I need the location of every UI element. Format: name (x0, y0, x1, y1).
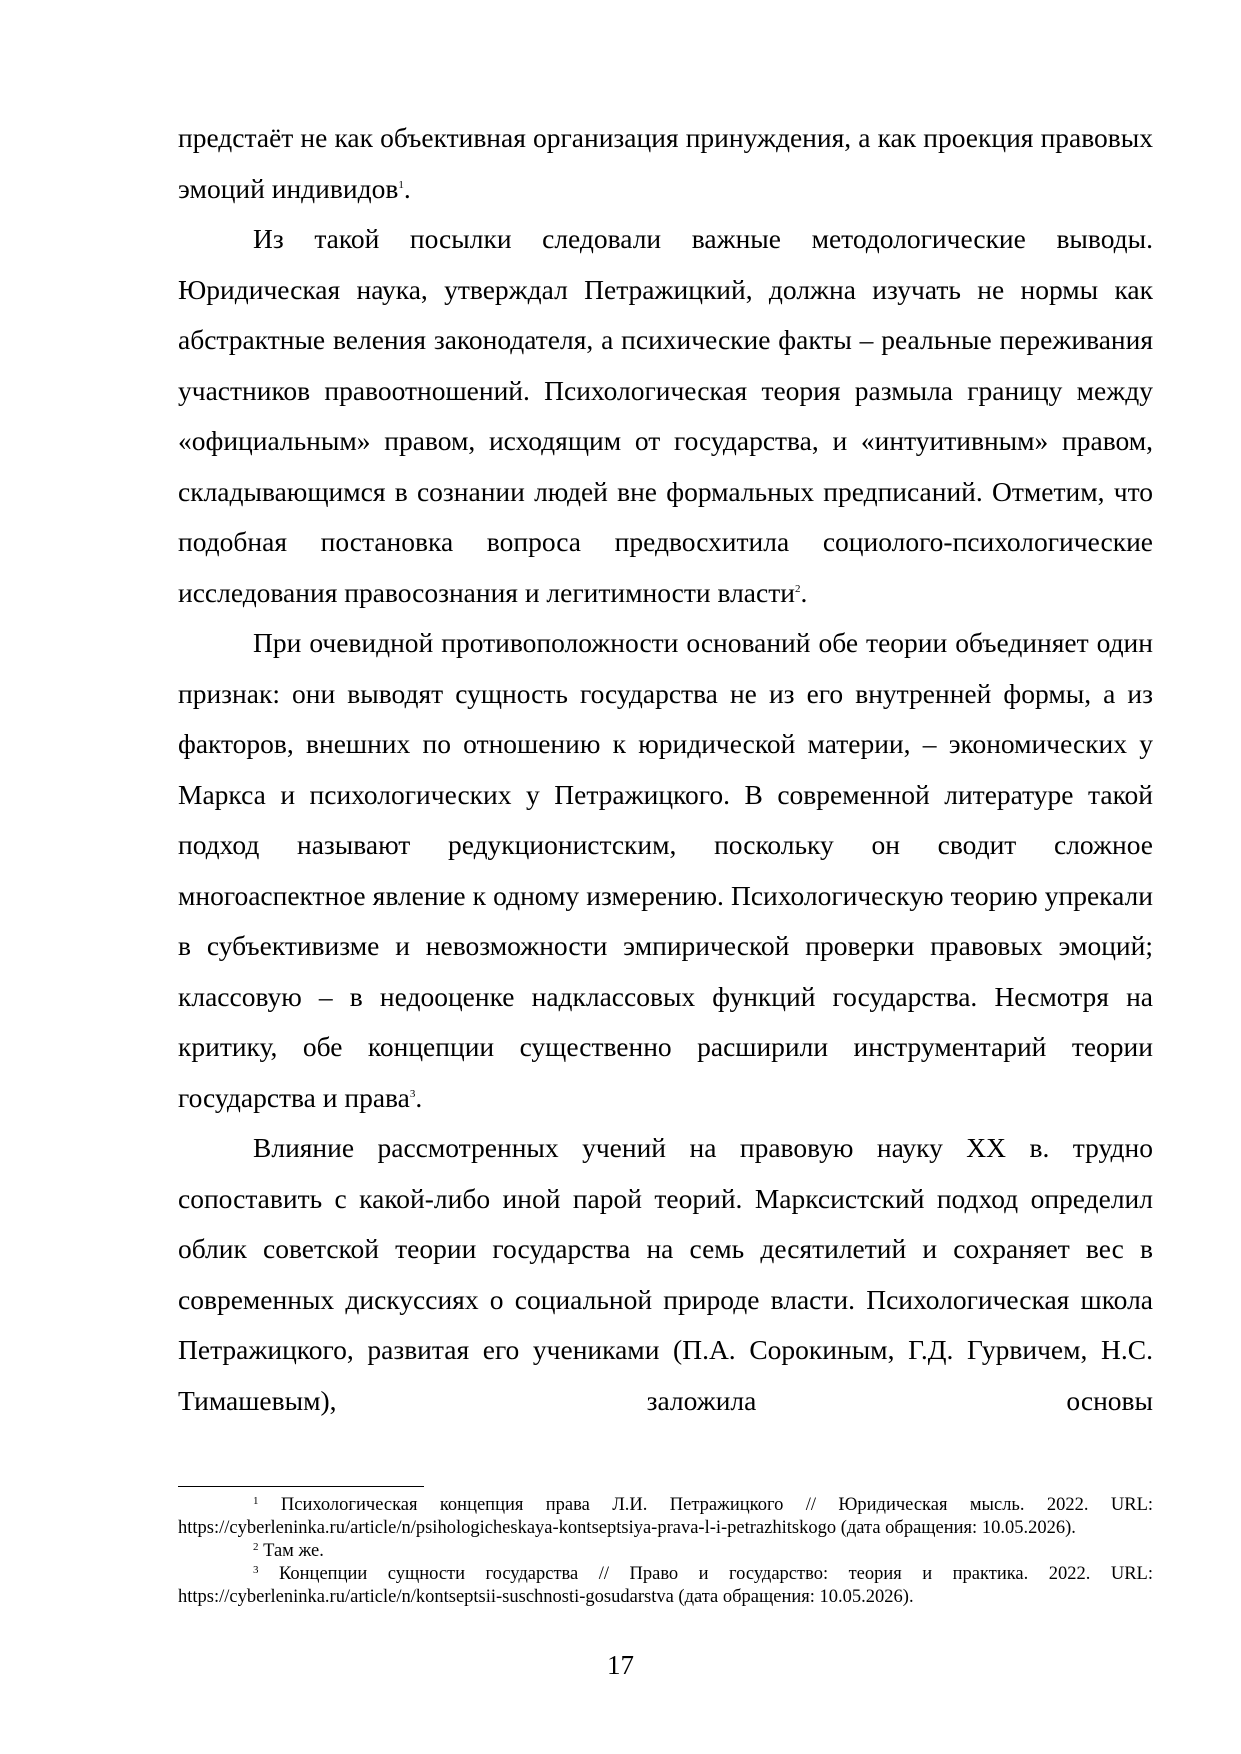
paragraph-continuation (178, 113, 1153, 214)
paragraph-text: При очевидной противоположности оснований обе теории объединяет один признак: они выводят сущность государства не из его внутренней формы, а из факторов, внешних по отношению к юридической материи, – экономических у Маркса и психологических у Петражицкого. В современной литературе такой подход называют редукционистским, поскольку он сводит сложное многоаспектное явление к одному измерению. Психологическую теорию упрекали в субъективизме и невозможности эмпирической проверки правовых эмоций; классовую – в недооценке надклассовых функций государства. Несмотря на критику, обе концепции существенно расширили инструментарий теории государства и права (178, 627, 1153, 1113)
footnote-reference: 2 (794, 582, 801, 595)
footnote-text: Там же. (263, 1541, 324, 1561)
footnote-reference: 3 (409, 1087, 416, 1100)
footnote-text: Концепции сущности государства // Право и государство: теория и практика. 2022. URL: https://cyberleninka.ru/article/n/kontseptsii-suschnosti-gosudarstva (дата обращения: 10.05.2026). (178, 1564, 1153, 1607)
paragraph (178, 618, 1153, 1123)
footnote-separator (178, 1486, 424, 1487)
footnote (178, 1563, 1153, 1609)
page-number: 17 (607, 1650, 634, 1680)
paragraph-tail: . (415, 1081, 423, 1113)
footnote (178, 1540, 1153, 1563)
body-text (178, 113, 1153, 1426)
footnote-text: Психологическая концепция права Л.И. Петражицкого // Юридическая мысль. 2022. URL: https://cyberleninka.ru/article/n/psihologicheskaya-kontseptsiya-prava-l-i-petrazhitskogo (дата обращения: 10.05.2026). (178, 1495, 1154, 1538)
paragraph (178, 1123, 1153, 1426)
document-page (178, 113, 1153, 1426)
footnote-number: 3 (253, 1564, 259, 1576)
footnote-reference: 1 (398, 178, 404, 191)
paragraph-tail: . (800, 576, 808, 608)
paragraph-text: предстаёт не как объективная организация принуждения, а как проекция правовых эмоций индивидов (178, 122, 1153, 204)
footnotes (178, 1494, 1153, 1609)
footnote (178, 1494, 1153, 1540)
paragraph-tail: . (403, 172, 411, 204)
paragraph-text: Влияние рассмотренных учений на правовую науку XX в. трудно сопоставить с какой-либо иной парой теорий. Марксистский подход определил облик советской теории государства на семь десятилетий и сохраняет вес в современных дискуссиях о социальной природе власти. Психологическая школа Петражицкого, развитая его учениками (П.А. Сорокиным, Г.Д. Гурвичем, Н.С. Тимашевым), заложила основы (178, 1132, 1153, 1416)
footnote-number: 1 (253, 1495, 259, 1507)
paragraph (178, 214, 1153, 618)
paragraph-text: Из такой посылки следовали важные методологические выводы. Юридическая наука, утверждал Петражицкий, должна изучать не нормы как абстрактные веления законодателя, а психические факты – реальные переживания участников правоотношений. Психологическая теория размыла границу между «официальным» правом, исходящим от государства, и «интуитивным» правом, складывающимся в сознании людей вне формальных предписаний. Отметим, что подобная постановка вопроса предвосхитила социолого-психологические исследования правосознания и легитимности власти (178, 223, 1153, 608)
footnote-number: 2 (253, 1541, 259, 1553)
